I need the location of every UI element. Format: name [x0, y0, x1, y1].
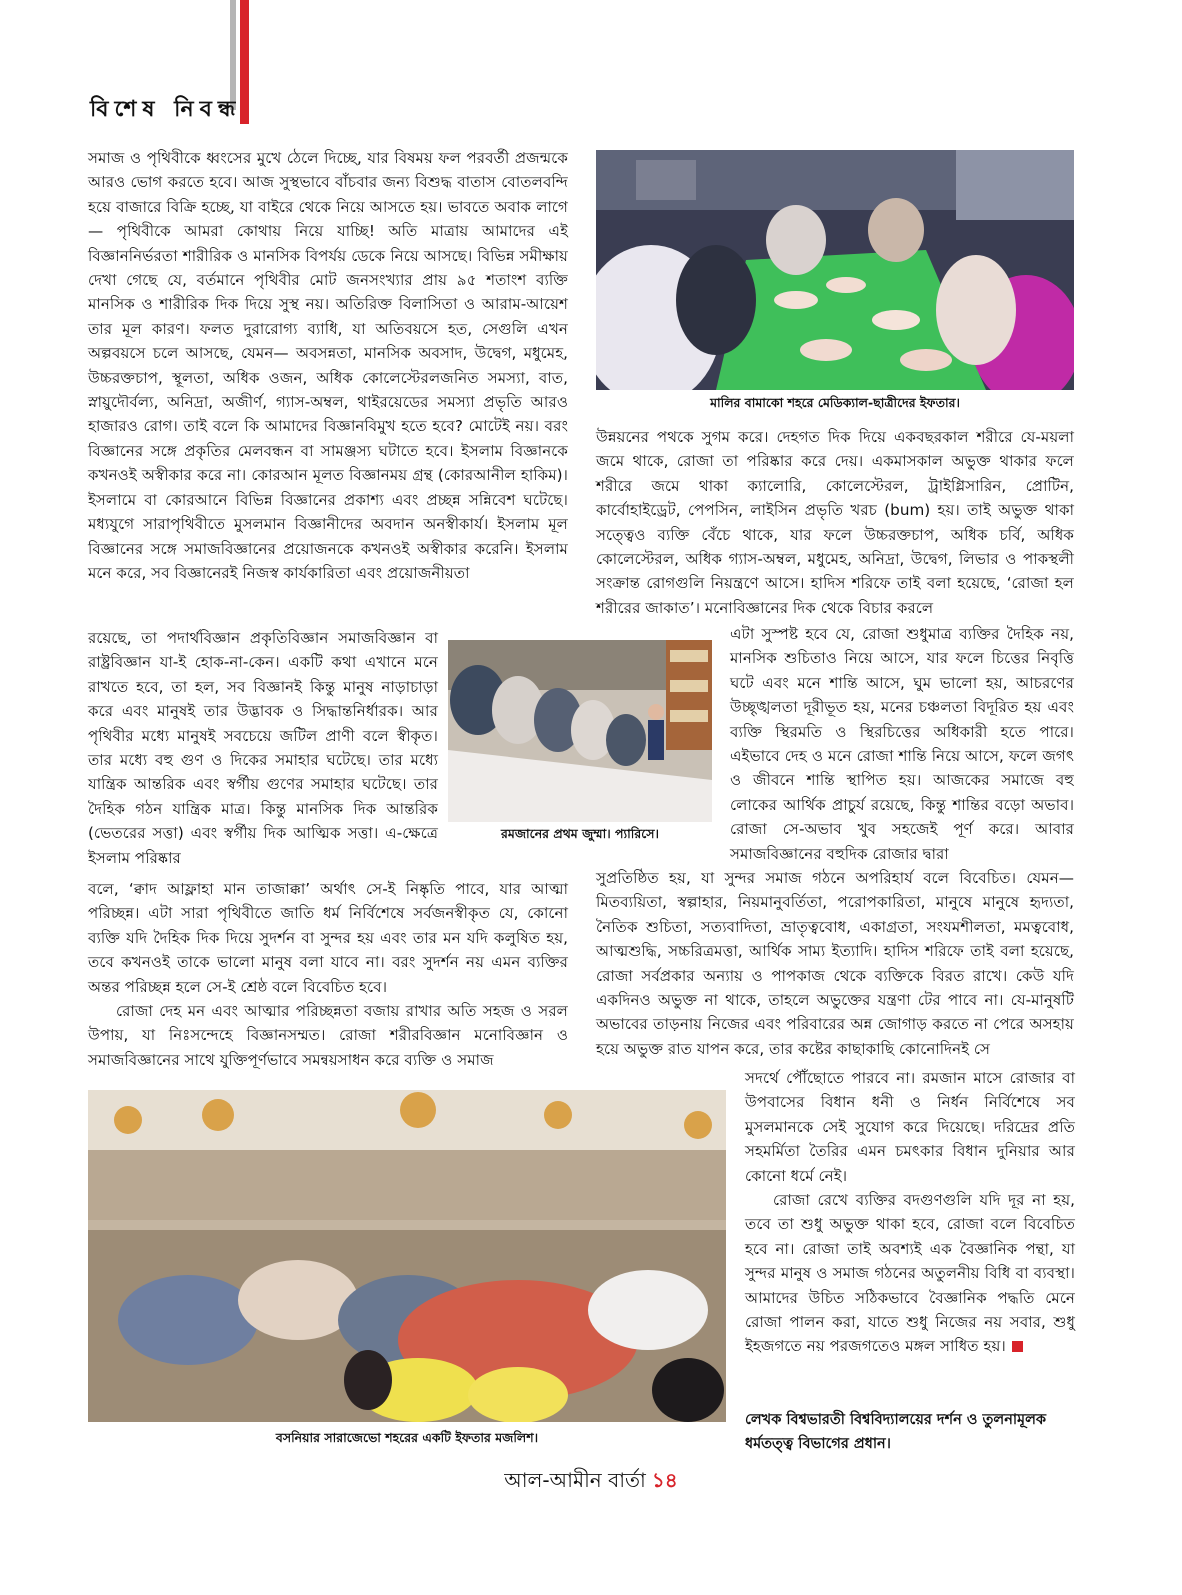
- photo-bosnia-iftar: [88, 1090, 726, 1422]
- caption-mali: মালির বামাকো শহরে মেডিক্যাল-ছাত্রীদের ইফতার।: [710, 395, 960, 410]
- end-mark: [1012, 1341, 1023, 1352]
- col1-paragraph-2: রয়েছে, তা পদার্থবিজ্ঞান প্রকৃতিবিজ্ঞান সমাজবিজ্ঞান বা রাষ্ট্রবিজ্ঞান যা-ই হোক-না-কেন। একটি কথা এখানে মনে রাখতে হবে, তা হল, সব বিজ্ঞানই কিন্তু মানুষ নাড়াচাড়া করে এবং মানুষই তার উদ্ভাবক ও সিদ্ধান্তনির্ধারক। আর পৃথিবীর মধ্যে মানুষই সবচেয়ে জটিল প্রাণী বলে স্বীকৃত। তার মধ্যে বহু গুণ ও দিকের সমাহার ঘটেছে। তার মধ্যে যান্ত্রিক আন্তরিক এবং স্বর্গীয় গুণের সমাহার ঘটেছে। তার দৈহিক গঠন যান্ত্রিক মাত্র। কিন্তু মানসিক দিক আন্তরিক (ভেতরের সত্তা) এবং স্বর্গীয় দিক আত্মিক সত্তা। এ-ক্ষেত্রে ইসলাম পরিষ্কার: [88, 629, 438, 867]
- col2-paragraph-5-text: রোজা রেখে ব্যক্তির বদগুণগুলি যদি দূর না হয়, তবে তা শুধু অভুক্ত থাকা হবে, রোজা বলে বিবেচিত হবে না। রোজা তাই অবশ্যই এক বৈজ্ঞানিক পন্থা, যা সুন্দর মানুষ ও সমাজ গঠনের অতুলনীয় বিধি বা ব্যবস্থা। আমাদের উচিত সঠিকভাবে বৈজ্ঞানিক পদ্ধতি মেনে রোজা পালন করা, যাতে শুধু নিজের নয় সবার, শুধু ইহজগতে নয় পরজগতেও মঙ্গল সাধিত হয়।: [745, 1191, 1075, 1356]
- section-label: বিশেষ নিবন্ধ: [90, 97, 242, 122]
- col1-text-bottom: [88, 877, 568, 1072]
- col2-paragraph-1: উন্নয়নের পথকে সুগম করে। দেহগত দিক দিয়ে একবছরকাল শরীরে যে-ময়লা জমে থাকে, রোজা তা পরিষ্কার করে দেয়। একমাসকাল অভুক্ত থাকার ফলে শরীরে জমে থাকা ক্যালোরি, কোলেস্টেরল, ট্রাইগ্লিসারিন, প্রোটিন, কার্বোহাইড্রেট, পেপসিন, লাইসিন প্রভৃতি খরচ (bum) হয়। তাই অভুক্ত থাকা সত্ত্বেও ব্যক্তি বেঁচে থাকে, যার ফলে উচ্চরক্তচাপ, অধিক চর্বি, অধিক কোলেস্টেরল, অধিক গ্যাস-অম্বল, মধুমেহ, অনিদ্রা, উদ্বেগ, লিভার ও পাকস্থলী সংক্রান্ত রোগগুলি নিয়ন্ত্রণে আসে। হাদিস শরিফে তাই বলা হয়েছে, ‘রোজা হল শরীরের জাকাত’। মনোবিজ্ঞানের দিক থেকে বিচার করলে: [596, 428, 1074, 617]
- col2-text-lower: [596, 866, 1074, 1061]
- author-note: লেখক বিশ্বভারতী বিশ্ববিদ্যালয়ের দর্শন ও তুলনামূলক ধর্মতত্ত্ব বিভাগের প্রধান।: [745, 1412, 1047, 1452]
- col2-text-bottom: [745, 1066, 1075, 1359]
- col2-paragraph-4: সদর্থে পৌঁছোতে পারবে না। রমজান মাসে রোজার বা উপবাসের বিধান ধনী ও নির্ধন নির্বিশেষে সব মুসলমানকে সেই সুযোগ করে দিয়েছে। দরিদ্রের প্রতি সহমর্মিতা তৈরির এমন চমৎকার বিধান দুনিয়ার আর কোনো ধর্মে নেই।: [745, 1069, 1075, 1185]
- col2-paragraph-5: [745, 1188, 1075, 1359]
- col2-paragraph-3: সুপ্রতিষ্ঠিত হয়, যা সুন্দর সমাজ গঠনে অপরিহার্য বলে বিবেচিত। যেমন— মিতব্যয়িতা, স্বল্পাহার, নিয়মানুবর্তিতা, পরোপকারিতা, মানুষে মানুষে হৃদ্যতা, নৈতিক শুচিতা, সত্যবাদিতা, ভ্রাতৃত্ববোধ, একাগ্রতা, সংযমশীলতা, মমত্ববোধ, আত্মশুদ্ধি, সচ্চরিত্রমত্তা, আর্থিক সাম্য ইত্যাদি। হাদিস শরিফে তাই বলা হয়েছে, রোজা সর্বপ্রকার অন্যায় ও পাপকাজ থেকে ব্যক্তিকে বিরত রাখে। কেউ যদি একদিনও অভুক্ত না থাকে, তাহলে অভুক্তের যন্ত্রণা টের পাবে না। যে-মানুষটি অভাবের তাড়নায় নিজের এবং পরিবারের অন্ন জোগাড় করতে না পেরে অসহায় হয়ে অভুক্ত রাত যাপন করে, তার কষ্টের কাছাকাছি কোনোদিনই সে: [596, 869, 1074, 1058]
- header-red-bar: [240, 0, 249, 124]
- col2-text-top: [596, 425, 1074, 620]
- col1-paragraph-3: বলে, ‘ক্বাদ আফ্লাহা মান তাজাক্কা’ অর্থাৎ সে-ই নিষ্কৃতি পাবে, যার আত্মা পরিচ্ছন্ন। এটা সারা পৃথিবীতে জাতি ধর্ম নির্বিশেষে সর্বজনস্বীকৃত যে, কোনো ব্যক্তি যদি দৈহিক দিক দিয়ে সুদর্শন বা সুন্দর হয় এবং তার মন যদি কলুষিত হয়, তবে কখনওই তাকে ভালো মানুষ বলা যাবে না। বরং সুদর্শন নয় এমন ব্যক্তির অন্তর পরিচ্ছন্ন হলে সে-ই শ্রেষ্ঠ বলে বিবেচিত হবে।: [88, 880, 568, 996]
- page-number: ১৪: [651, 1468, 678, 1492]
- magazine-name: আল-আমীন বার্তা: [504, 1468, 646, 1492]
- col2-paragraph-2: এটা সুস্পষ্ট হবে যে, রোজা শুধুমাত্র ব্যক্তির দৈহিক নয়, মানসিক শুচিতাও নিয়ে আসে, যার ফলে চিত্তের নিবৃত্তি ঘটে এবং মনে শান্তি আসে, ঘুম ভালো হয়, আচরণের উচ্ছৃঙ্খলতা দূরীভূত হয়, মনের চঞ্চলতা বিদূরিত হয় এবং ব্যক্তি স্থিরমতি ও স্থিরচিত্তের অধিকারী হতে পারে। এইভাবে দেহ ও মনে রোজা শান্তি নিয়ে আসে, ফলে জগৎ ও জীবনে শান্তি স্থাপিত হয়। আজকের সমাজে বহু লোকের আর্থিক প্রাচুর্য রয়েছে, কিন্তু শান্তির বড়ো অভাব। রোজা সে-অভাব খুব সহজেই পূর্ণ করে। আবার সমাজবিজ্ঞানের বহুদিক রোজার দ্বারা: [730, 625, 1074, 863]
- photo-mali-iftar: [596, 150, 1074, 390]
- col1-paragraph-1: সমাজ ও পৃথিবীকে ধ্বংসের মুখে ঠেলে দিচ্ছে, যার বিষময় ফল পরবর্তী প্রজন্মকে আরও ভোগ করতে হবে। আজ সুস্থভাবে বাঁচবার জন্য বিশুদ্ধ বাতাস বোতলবন্দি হয়ে বাজারে বিক্রি হচ্ছে, যা বাইরে থেকে নিয়ে আসতে হয়। ভাবতে অবাক লাগে— পৃথিবীকে আমরা কোথায় নিয়ে যাচ্ছি! অতি মাত্রায় আমাদের এই বিজ্ঞাননির্ভরতা শারীরিক ও মানসিক বিপর্যয় ডেকে নিয়ে আসছে। বিভিন্ন সমীক্ষায় দেখা গেছে যে, বর্তমানে পৃথিবীর মোট জনসংখ্যার প্রায় ৯৫ শতাংশ ব্যক্তি মানসিক ও শারীরিক দিক দিয়ে সুস্থ নয়। অতিরিক্ত বিলাসিতা ও আরাম-আয়েশ তার মূল কারণ। ফলত দুরারোগ্য ব্যাধি, যা অতিবয়সে হত, সেগুলি এখন অল্পবয়সে চলে আসছে, যেমন— অবসন্নতা, মানসিক অবসাদ, উদ্বেগ, মধুমেহ, উচ্চরক্তচাপ, স্থূলতা, অধিক ওজন, অধিক কোলেস্টেরলজনিত সমস্যা, বাত, স্নায়ুদৌর্বল্য, অনিদ্রা, অজীর্ণ, গ্যাস-অম্বল, থাইরয়েডের সমস্যা প্রভৃতি আরও হাজারও রোগ। তাই বলে কি আমাদের বিজ্ঞানবিমুখ হতে হবে? মোটেই নয়। বরং বিজ্ঞানের সঙ্গে প্রকৃতির মেলবন্ধন বা সামঞ্জস্য ঘটাতে হবে। ইসলাম বিজ্ঞানকে কখনওই অস্বীকার করে না। কোরআন মূলত বিজ্ঞানময় গ্রন্থ (কোরআনীল হাকিম)। ইসলামে বা কোরআনে বিভিন্ন বিজ্ঞানের প্রকাশ্য এবং প্রচ্ছন্ন সন্নিবেশ ঘটেছে। মধ্যযুগে সারাপৃথিবীতে মুসলমান বিজ্ঞানীদের অবদান অনস্বীকার্য। ইসলাম মূল বিজ্ঞানের সঙ্গে সমাজবিজ্ঞানের প্রয়োজনকে কখনওই অস্বীকার করেনি। ইসলাম মনে করে, সব বিজ্ঞানেরই নিজস্ব কার্যকারিতা এবং প্রয়োজনীয়তা: [88, 149, 568, 582]
- col1-text-top: [88, 146, 568, 585]
- col1-paragraph-4: রোজা দেহ মন এবং আত্মার পরিচ্ছন্নতা বজায় রাখার অতি সহজ ও সরল উপায়, যা নিঃসন্দেহে বিজ্ঞানসম্মত। রোজা শরীরবিজ্ঞান মনোবিজ্ঞান ও সমাজবিজ্ঞানের সাথে যুক্তিপূর্ণভাবে সমন্বয়সাধন করে ব্যক্তি ও সমাজ: [88, 1002, 568, 1069]
- caption-paris: রমজানের প্রথম জুম্মা। প্যারিসে।: [501, 826, 659, 841]
- page-footer: [0, 1466, 1182, 1499]
- col1-text-mid: [88, 626, 438, 870]
- photo-paris-prayer: [448, 640, 712, 822]
- col2-text-mid: [730, 622, 1074, 866]
- caption-bosnia: বসনিয়ার সারাজেভো শহরের একটি ইফতার মজলিশ।: [275, 1430, 539, 1445]
